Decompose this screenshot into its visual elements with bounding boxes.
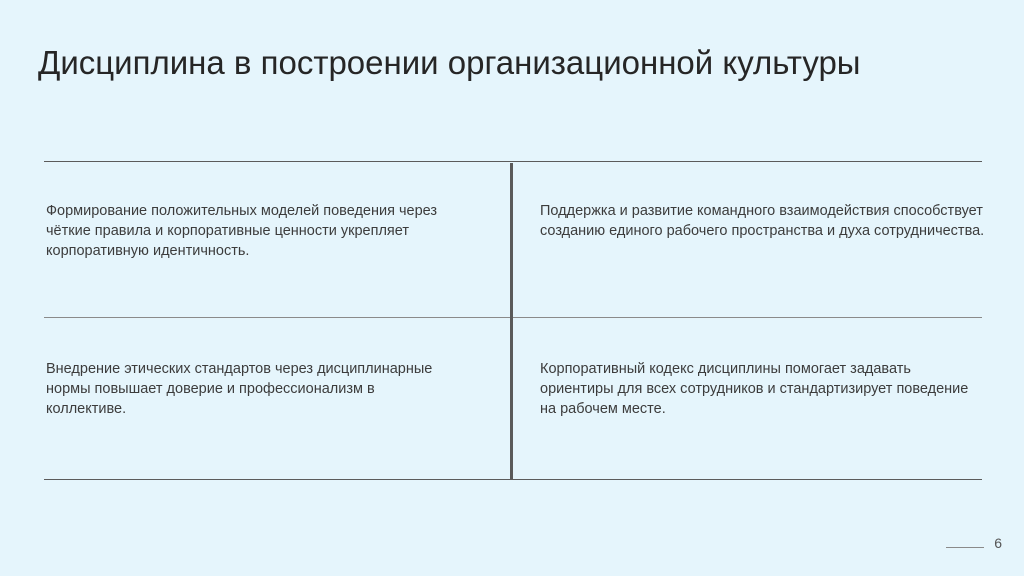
slide-number: 6 <box>994 535 1002 551</box>
grid-cell-bottom-left: Внедрение этических стандартов через дисциплинарные нормы повышает доверие и профессионализм в коллективе. <box>46 361 433 417</box>
grid-cell-top-right: Поддержка и развитие командного взаимодействия способствует созданию единого рабочего пространства и духа сотрудничества. <box>540 203 985 239</box>
grid-cell-bottom-right: Корпоративный кодекс дисциплины помогает задавать ориентиры для всех сотрудников и стандартизирует поведение на рабочем месте. <box>540 361 969 417</box>
grid-top-divider <box>44 161 982 162</box>
grid-middle-divider <box>44 317 982 318</box>
slide-number-rule <box>946 547 984 548</box>
grid-bottom-divider <box>44 479 982 480</box>
grid-cell-top-left: Формирование положительных моделей поведения через чёткие правила и корпоративные ценности укрепляет корпоративную идентичность. <box>46 203 438 259</box>
slide-title: Дисциплина в построении организационной культуры <box>38 44 861 81</box>
grid-center-divider <box>510 163 513 479</box>
